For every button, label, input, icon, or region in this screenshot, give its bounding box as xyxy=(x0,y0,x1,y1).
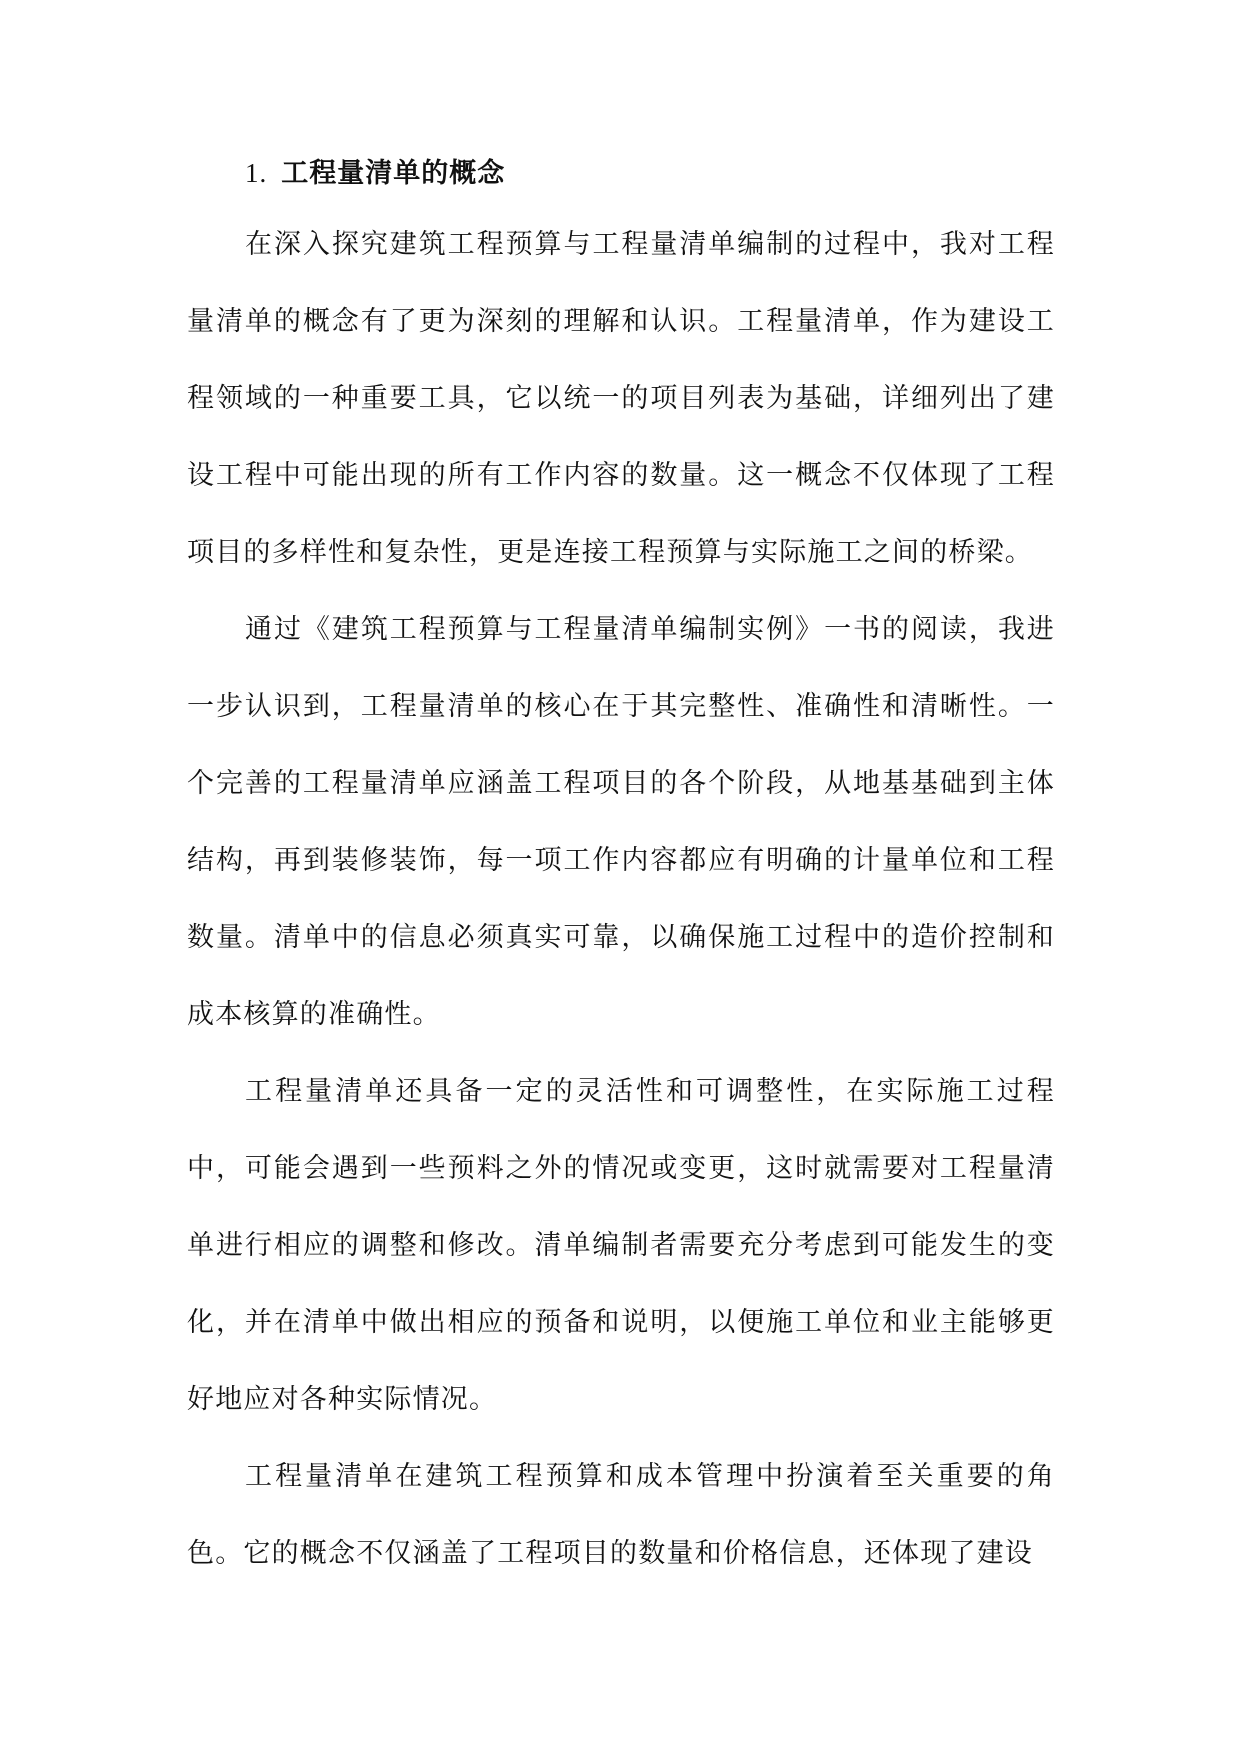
document-body xyxy=(187,140,1055,1592)
section-heading xyxy=(187,140,1055,206)
section-number: 1. xyxy=(245,158,268,188)
paragraph-4: 工程量清单在建筑工程预算和成本管理中扮演着至关重要的角色。它的概念不仅涵盖了工程项目的数量和价格信息，还体现了建设 xyxy=(187,1461,1055,1569)
paragraph-2: 通过《建筑工程预算与工程量清单编制实例》一书的阅读，我进一步认识到，工程量清单的核心在于其完整性、准确性和清晰性。一个完善的工程量清单应涵盖工程项目的各个阶段，从地基基础到主体结构，再到装修装饰，每一项工作内容都应有明确的计量单位和工程数量。清单中的信息必须真实可靠，以确保施工过程中的造价控制和成本核算的准确性。 xyxy=(187,614,1055,1030)
paragraph-3: 工程量清单还具备一定的灵活性和可调整性，在实际施工过程中，可能会遇到一些预料之外的情况或变更，这时就需要对工程量清单进行相应的调整和修改。清单编制者需要充分考虑到可能发生的变化，并在清单中做出相应的预备和说明，以便施工单位和业主能够更好地应对各种实际情况。 xyxy=(187,1076,1055,1415)
section-title: 工程量清单的概念 xyxy=(281,158,506,189)
paragraph-1: 在深入探究建筑工程预算与工程量清单编制的过程中，我对工程量清单的概念有了更为深刻的理解和认识。工程量清单，作为建设工程领域的一种重要工具，它以统一的项目列表为基础，详细列出了建设工程中可能出现的所有工作内容的数量。这一概念不仅体现了工程项目的多样性和复杂性，更是连接工程预算与实际施工之间的桥梁。 xyxy=(187,229,1055,568)
